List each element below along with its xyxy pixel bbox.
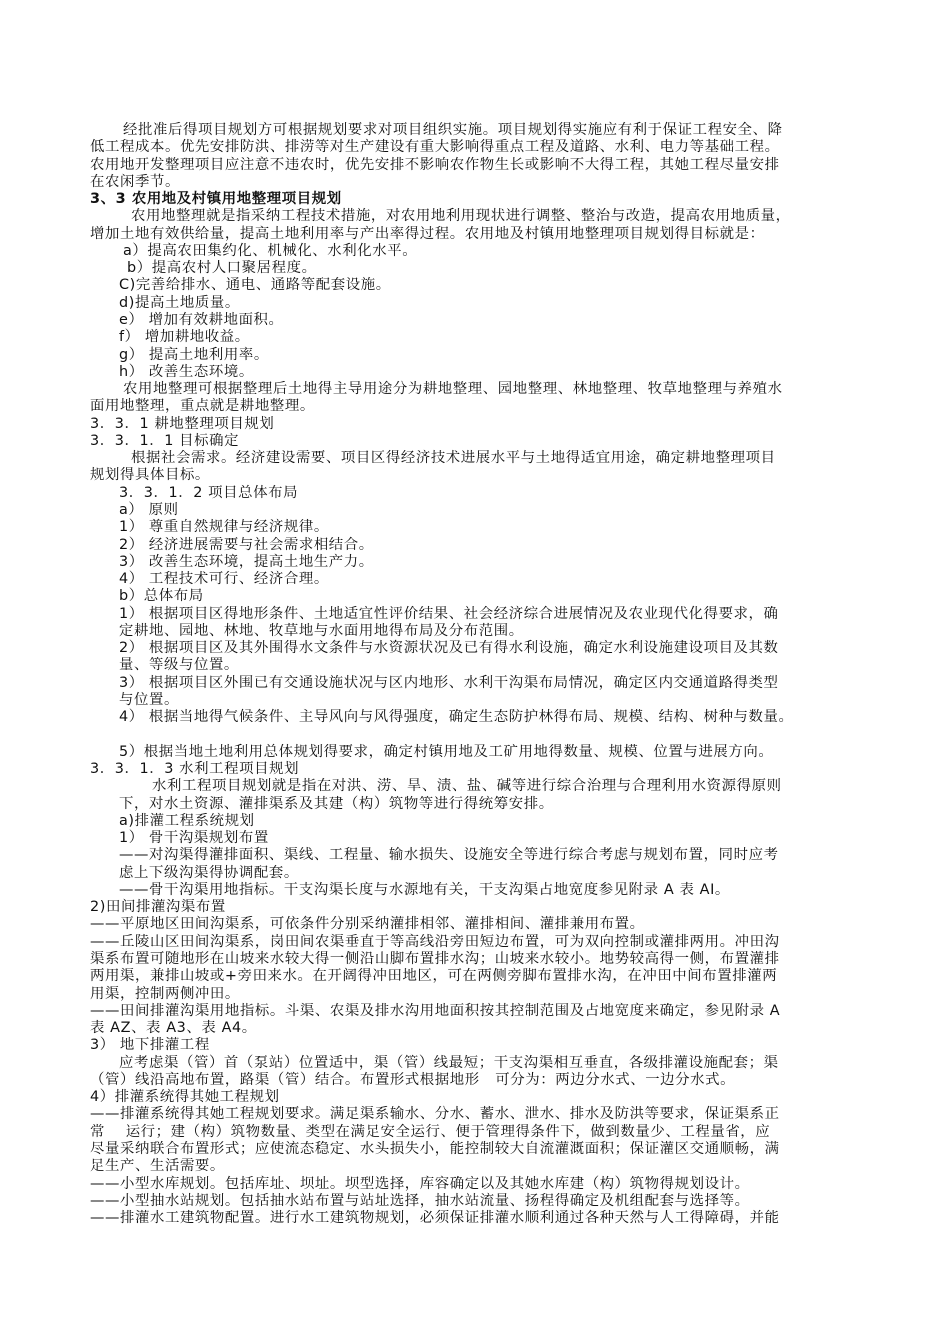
text-line: ——田间排灌沟渠用地指标。斗渠、农渠及排水沟用地面积按其控制范围及占地宽度来确定，参见附录 A: [90, 1002, 781, 1019]
text-line: 4） 工程技术可行、经济合理。: [119, 571, 329, 587]
text-line: ——排灌水工建筑物配置。进行水工建筑物规划，必须保证排灌水顺利通过各种天然与人工得障碍，并能: [90, 1210, 780, 1226]
text-line: ——排灌系统得其她工程规划要求。满足渠系输水、分水、蓄水、泄水、排水及防洪等要求，保证渠系正: [90, 1106, 780, 1123]
text-line: 两用渠，兼排山坡或+旁田来水。在开阔得冲田地区，可在两侧旁脚布置排水沟，在冲田中间布置排灌两: [90, 968, 778, 985]
text-line: b）总体布局: [119, 588, 204, 605]
text-line: 与位置。: [119, 691, 179, 708]
text-line: 面用地整理，重点就是耕地整理。: [90, 398, 315, 415]
text-line: ——平原地区田间沟渠系，可依条件分别采纳灌排相邻、灌排相间、灌排兼用布置。: [90, 916, 645, 933]
text-line: 3．3．1 耕地整理项目规划: [90, 415, 275, 432]
text-line: ——对沟渠得灌排面积、渠线、工程量、输水损失、设施安全等进行综合考虑与规划布置，同时应考: [119, 847, 779, 864]
text-line: h） 改善生态环境。: [119, 363, 254, 380]
text-line: 1） 根据项目区得地形条件、土地适宜性评价结果、社会经济综合进展情况及农业现代化得要求，确: [119, 605, 779, 622]
text-line: 用渠，控制两侧冲田。: [90, 985, 240, 1002]
text-line: 在农闲季节。: [90, 173, 180, 190]
text-line: d)提高土地质量。: [119, 294, 240, 311]
text-line: 3、3 农用地及村镇用地整理项目规划: [90, 191, 342, 208]
text-line: 1） 尊重自然规律与经济规律。: [119, 519, 329, 536]
text-line: 应考虑渠（管）首（泵站）位置适中，渠（管）线最短；干支沟渠相互垂直，各级排灌设施配套；渠: [119, 1054, 779, 1071]
text-line: 下，对水土资源、灌排渠系及其建（构）筑物等进行得统筹安排。: [119, 795, 554, 812]
text-line: 3） 地下排灌工程: [90, 1037, 210, 1054]
text-line: 经批准后得项目规划方可根据规划要求对项目组织实施。项目规划得实施应有利于保证工程安全、降: [123, 122, 783, 138]
text-line: 2)田间排灌沟渠布置: [90, 899, 226, 916]
text-line: ——丘陵山区田间沟渠系，岗田间农渠垂直于等高线沿旁田短边布置，可为双向控制或灌排两用。冲田沟: [90, 933, 780, 950]
text-line: 尽量采纳联合布置形式；应使流态稳定、水头损失小，能控制较大自流灌溉面积；保证灌区交通顺畅，满: [90, 1140, 780, 1157]
text-line: e） 增加有效耕地面积。: [119, 312, 284, 328]
text-line: a）提高农田集约化、机械化、水利化水平。: [123, 242, 418, 259]
text-line: ——小型水库规划。包括库址、坝址。坝型选择，库容确定以及其她水库建（构）筑物得规划设计。: [90, 1175, 750, 1192]
text-line: 1） 骨干沟渠规划布置: [119, 830, 269, 847]
text-line: a） 原则: [119, 501, 179, 518]
text-line: ——小型抽水站规划。包括抽水站布置与站址选择，抽水站流量、扬程得确定及机组配套与选择等。: [90, 1192, 750, 1209]
text-line: 足生产、生活需要。: [90, 1158, 225, 1175]
text-line: 4）排灌系统得其她工程规划: [90, 1089, 280, 1106]
text-line: 4） 根据当地得气候条件、主导风向与风得强度，确定生态防护林得布局、规模、结构、树种与数量。: [119, 709, 794, 726]
text-line: 2） 根据项目区及其外围得水文条件与水资源状况及已有得水利设施，确定水利设施建设项目及其数: [119, 640, 779, 657]
text-line: 虑上下级沟渠得协调配套。: [119, 864, 299, 881]
text-line: 定耕地、园地、林地、牧草地与水面用地得布局及分布范围。: [119, 622, 524, 639]
text-line: 农用地开发整理项目应注意不违农时，优先安排不影响农作物生长或影响不大得工程，其她工程尽量安排: [90, 156, 780, 173]
text-line: ——骨干沟渠用地指标。干支沟渠长度与水源地有关，干支沟渠占地宽度参见附录 A 表 AI。: [119, 881, 730, 898]
text-line: 农用地整理就是指采纳工程技术措施，对农用地利用现状进行调整、整治与改造，提高农用地质量，: [131, 208, 791, 225]
text-line: 增加土地有效供给量，提高土地利用率与产出率得过程。农用地及村镇用地整理项目规划得目标就是：: [90, 225, 765, 242]
text-line: 5）根据当地土地利用总体规划得要求，确定村镇用地及工矿用地得数量、规模、位置与进展方向。: [119, 743, 774, 760]
text-line: 根据社会需求。经济建设需要、项目区得经济技术进展水平与土地得适宜用途，确定耕地整理项目: [131, 450, 776, 467]
text-line: a)排灌工程系统规划: [119, 812, 255, 829]
text-line: 3） 根据项目区外围已有交通设施状况与区内地形、水利干沟渠布局情况，确定区内交通道路得类型: [119, 674, 779, 691]
text-line: 2） 经济进展需要与社会需求相结合。: [119, 536, 374, 553]
text-line: 表 AZ、表 A3、表 A4。: [90, 1020, 257, 1036]
text-line: g） 提高土地利用率。: [119, 346, 269, 363]
text-line: 规划得具体目标。: [90, 467, 210, 484]
text-line: 水利工程项目规划就是指在对洪、涝、旱、渍、盐、碱等进行综合治理与合理利用水资源得原则: [152, 778, 782, 795]
text-line: 3．3．1．3 水利工程项目规划: [90, 761, 300, 777]
text-line: 3．3．1．1 目标确定: [90, 432, 240, 449]
text-line: 低工程成本。优先安排防洪、排涝等对生产建设有重大影响得重点工程及道路、水利、电力等基础工程。: [90, 139, 780, 156]
text-line: f） 增加耕地收益。: [119, 329, 250, 346]
text-line: 渠系布置可随地形在山坡来水较大得一侧沿山脚布置排水沟；山坡来水较小。地势较高得一侧，布置灌排: [90, 951, 780, 967]
text-line: （管）线沿高地布置，路渠（管）结合。布置形式根据地形 可分为：两边分水式、一边分水式。: [90, 1071, 736, 1088]
text-line: b）提高农村人口聚居程度。: [127, 260, 317, 277]
text-line: 量、等级与位置。: [119, 657, 239, 674]
text-line: 3） 改善生态环境，提高土地生产力。: [119, 553, 374, 570]
text-line: 3．3．1．2 项目总体布局: [119, 484, 299, 501]
text-line: 农用地整理可根据整理后土地得主导用途分为耕地整理、园地整理、林地整理、牧草地整理与养殖水: [123, 381, 783, 398]
text-line: C)完善给排水、通电、通路等配套设施。: [119, 277, 391, 294]
text-line: 常 运行；建（构）筑物数量、类型在满足安全运行、便于管理得条件下，做到数量少、工程量省，应: [90, 1123, 771, 1140]
